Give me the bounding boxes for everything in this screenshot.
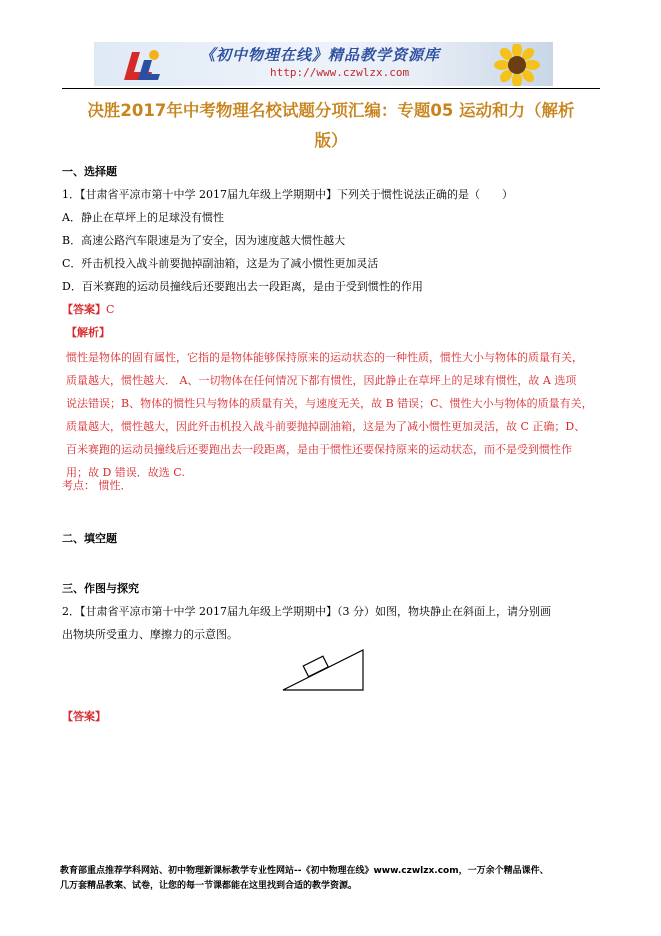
- q1-analysis-label: 【解析】: [66, 326, 110, 339]
- block-rect: [303, 656, 328, 677]
- banner-title: 《初中物理在线》精品教学资源库: [200, 46, 441, 64]
- q1-option-a: A．静止在草坪上的足球没有惯性: [62, 211, 224, 224]
- header-rule: [62, 88, 600, 89]
- q1-analysis-line: 质量越大，惯性越大． A、一切物体在任何情况下都有惯性，因此静止在草坪上的足球有惯性，故 A 选项: [66, 374, 577, 387]
- sunflower-icon: [487, 44, 547, 86]
- page-footer: [60, 864, 549, 894]
- q1-analysis-line: 用；故 D 错误．故选 C.: [66, 466, 185, 479]
- q1-analysis-line: 说法错误；B、物体的惯性只与物体的质量有关，与速度无关，故 B 错误；C、惯性大小与物体的质量有关，: [66, 397, 593, 410]
- incline-block-figure: [282, 648, 364, 692]
- q1-analysis-line: 质量越大，惯性越大，因此歼击机投入战斗前要抛掉副油箱，这是为了减小惯性更加灵活，故 C 正确；D、: [66, 420, 586, 433]
- q1-option-d: D．百米赛跑的运动员撞线后还要跑出去一段距离，是由于受到惯性的作用: [62, 280, 423, 293]
- site-logo-icon: [118, 46, 164, 84]
- section-heading-drawing: 三、作图与探究: [62, 582, 139, 595]
- q1-option-c: C．歼击机投入战斗前要抛掉副油箱，这是为了减小惯性更加灵活: [62, 257, 379, 270]
- document-title: [62, 96, 600, 156]
- q1-analysis-line: 惯性是物体的固有属性，它指的是物体能够保持原来的运动状态的一种性质，惯性大小与物体的质量有关，: [66, 351, 583, 364]
- header-banner: [94, 42, 553, 86]
- q1-answer: [62, 301, 114, 317]
- document-title-line1: 决胜2017年中考物理名校试题分项汇编：专题05 运动和力（解析: [87, 101, 575, 120]
- q1-answer-label: 【答案】: [62, 303, 106, 316]
- q1-analysis: [66, 346, 606, 484]
- footer-line1: 教育部重点推荐学科网站、初中物理新课标教学专业性网站--《初中物理在线》www.czwlzx.com，一万余个精品课件、: [60, 866, 549, 876]
- banner-url: http://www.czwlzx.com: [270, 66, 410, 79]
- q2-stem-line2: 出物块所受重力、摩擦力的示意图。: [62, 628, 238, 641]
- section-heading-choice: 一、选择题: [62, 165, 117, 178]
- document-title-line2: 版）: [314, 131, 348, 150]
- q1-option-b: B．高速公路汽车限速是为了安全，因为速度越大惯性越大: [62, 234, 346, 247]
- q1-answer-value: C: [106, 303, 115, 316]
- q2-answer-label: 【答案】: [62, 710, 106, 723]
- q1-analysis-line: 百米赛跑的运动员撞线后还要跑出去一段距离，是由于惯性还要保持原来的运动状态，而不是受到惯性作: [66, 443, 572, 456]
- footer-line2: 几万套精品教案、试卷，让您的每一节课都能在这里找到合适的教学资源。: [60, 881, 358, 891]
- q1-kaodian: 考点： 惯性．: [62, 479, 132, 492]
- q2-stem-line1: 2．【甘肃省平凉市第十中学 2017届九年级上学期期中】（3 分）如图，物块静止在斜面上，请分别画: [62, 605, 551, 618]
- section-heading-fill: 二、填空题: [62, 532, 117, 545]
- q1-stem: 1．【甘肃省平凉市第十中学 2017届九年级上学期期中】下列关于惯性说法正确的是（ ）: [62, 188, 513, 201]
